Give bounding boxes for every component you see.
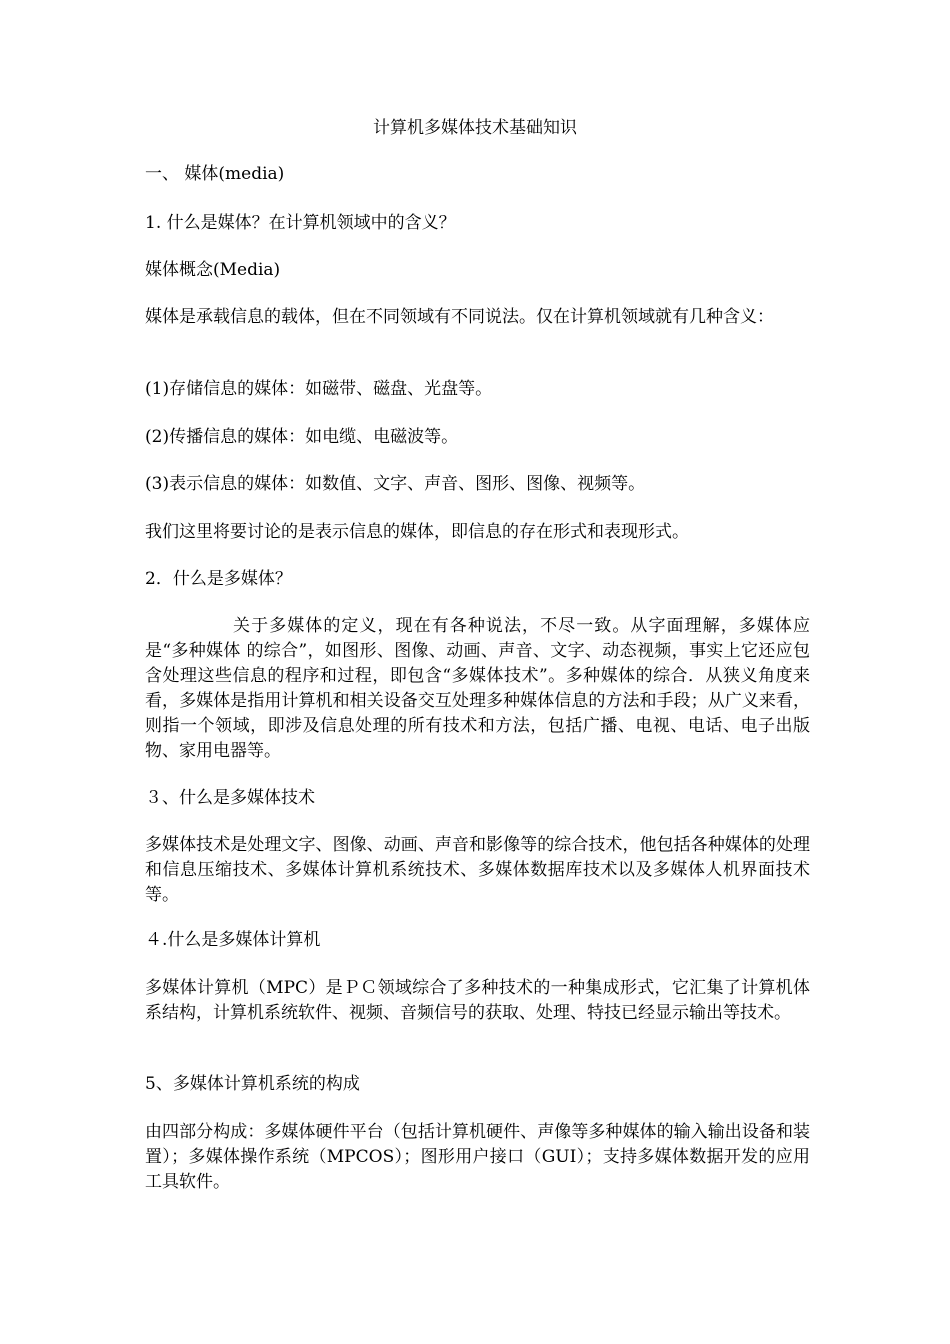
discussion-scope-paragraph: 我们这里将要讨论的是表示信息的媒体，即信息的存在形式和表现形式。: [145, 522, 689, 542]
multimedia-technology-paragraph: 多媒体技术是处理文字、图像、动画、声音和影像等的综合技术，他包括各种媒体的处理和信息压缩技术、多媒体计算机系统技术、多媒体数据库技术以及多媒体人机界面技术等。: [145, 835, 810, 905]
question-heading-what-is-media: 1. 什么是媒体？在计算机领域中的含义？: [145, 213, 456, 233]
list-item-representation-media: (3)表示信息的媒体：如数值、文字、声音、图形、图像、视频等。: [145, 474, 646, 494]
multimedia-computer-paragraph: 多媒体计算机（MPC）是ＰＣ领域综合了多种技术的一种集成形式，它汇集了计算机体系结构，计算机系统软件、视频、音频信号的获取、处理、特技已经显示输出等技术。: [145, 978, 810, 1023]
list-item-transmission-media: (2)传播信息的媒体：如电缆、电磁波等。: [145, 427, 459, 447]
media-concept-label: 媒体概念(Media): [145, 260, 281, 280]
question-heading-multimedia-computer: ４.什么是多媒体计算机: [145, 930, 321, 950]
list-item-storage-media: (1)存储信息的媒体：如磁带、磁盘、光盘等。: [145, 379, 493, 399]
document-title: 计算机多媒体技术基础知识: [373, 118, 577, 138]
system-composition-paragraph: 由四部分构成：多媒体硬件平台（包括计算机硬件、声像等多种媒体的输入输出设备和装置）；多媒体操作系统（MPCOS）；图形用户接口（GUI）；支持多媒体数据开发的应用工具软件。: [145, 1122, 810, 1192]
media-definition-paragraph: 媒体是承载信息的载体，但在不同领域有不同说法。仅在计算机领域就有几种含义：: [145, 307, 774, 327]
question-heading-multimedia-technology: ３、什么是多媒体技术: [145, 788, 315, 808]
question-heading-what-is-multimedia: 2．什么是多媒体？: [145, 569, 292, 589]
question-heading-system-composition: 5、多媒体计算机系统的构成: [145, 1074, 360, 1094]
multimedia-definition-paragraph: 关于多媒体的定义，现在有各种说法，不尽一致。从字面理解，多媒体应是“多种媒体 的综合”，如图形、图像、动画、声音、文字、动态视频，事实上它还应包含处理这些信息的程序和过程，即包含“多媒体技术”。多种媒体的综合．从狭义角度来看，多媒体是指用计算机和相关设备交互处理多种媒体信息的方法和手段；从广义来看，则指一个领域，即涉及信息处理的所有技术和方法，包括广播、电视、电话、电子出版物、家用电器等。: [145, 616, 810, 761]
section-heading-media: 一、 媒体(media): [145, 164, 285, 184]
